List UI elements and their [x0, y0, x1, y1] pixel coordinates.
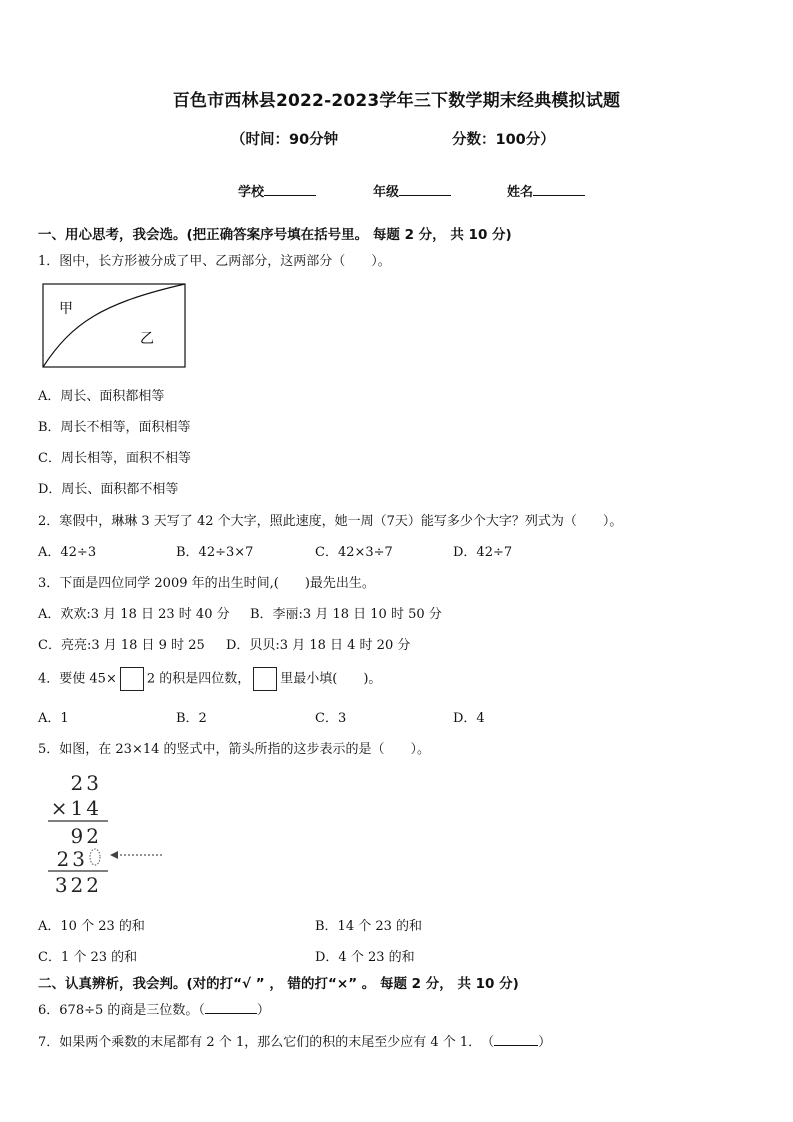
q4-option-c: C．3 — [315, 711, 347, 726]
q2-option-d: D．42÷7 — [453, 545, 513, 560]
arrow-head — [110, 851, 118, 859]
exam-time: （时间：90分钟 — [231, 132, 339, 148]
grade-label: 年级 — [373, 185, 400, 200]
q2-option-b: B．42÷3×7 — [176, 545, 254, 560]
section1-heading: 一、用心思考，我会选。(把正确答案序号填在括号里。 每题 2 分， 共 10 分) — [38, 227, 512, 243]
q1-option-a: A．周长、面积都相等 — [38, 389, 165, 404]
q7-end: ） — [538, 1035, 552, 1050]
q4-option-b: B．2 — [176, 711, 207, 726]
question-4 — [38, 667, 381, 691]
question-3: 3．下面是四位同学 2009 年的出生时间,( )最先出生。 — [38, 576, 375, 591]
calc-row-3: 92 — [70, 824, 102, 848]
question-1: 1．图中，长方形被分成了甲、乙两部分，这两部分（ ）。 — [38, 254, 391, 269]
name-blank — [533, 181, 585, 196]
q4-box-1 — [120, 667, 144, 691]
calc-row-2: ×14 — [50, 796, 102, 820]
q2-option-a: A．42÷3 — [38, 545, 97, 560]
q6-answer-blank — [205, 999, 257, 1014]
q3-option-d: D．贝贝:3 月 18 日 4 时 20 分 — [226, 638, 411, 653]
question-5: 5．如图，在 23×14 的竖式中，箭头所指的这步表示的是（ ）。 — [38, 742, 431, 757]
q5-option-a: A．10 个 23 的和 — [38, 919, 145, 934]
q7-text: 7．如果两个乘数的末尾都有 2 个 1，那么它们的积的末尾至少应有 4 个 1． （ — [38, 1035, 495, 1050]
q3-option-a: A．欢欢:3 月 18 日 23 时 40 分 — [38, 607, 230, 622]
q4-text-3: 里最小填( )。 — [280, 671, 382, 687]
dividing-curve — [43, 284, 185, 367]
school-field — [238, 181, 316, 200]
q6-end: ） — [256, 1003, 270, 1018]
grade-blank — [399, 181, 451, 196]
q4-option-d: D．4 — [453, 711, 485, 726]
section2-heading: 二、认真辨析，我会判。(对的打“√ ” ， 错的打“×” 。 每题 2 分， 共 10 分) — [38, 976, 519, 992]
name-label: 姓名 — [507, 185, 534, 200]
rectangle-outline — [43, 284, 185, 367]
q4-box-2 — [253, 667, 277, 691]
region-label-a: 甲 — [59, 301, 73, 317]
q1-option-b: B．周长不相等，面积相等 — [38, 420, 191, 435]
school-label: 学校 — [238, 185, 265, 200]
q4-text-2: 2 的积是四位数， — [146, 671, 251, 687]
school-blank — [264, 181, 316, 196]
calc-row-4: 23 — [56, 847, 88, 871]
exam-score: 分数：100分） — [452, 132, 555, 148]
rectangle-figure — [42, 283, 188, 369]
name-field — [507, 181, 585, 200]
q5-option-b: B．14 个 23 的和 — [315, 919, 423, 934]
question-2: 2．寒假中，琳琳 3 天写了 42 个大字，照此速度，她一周（7天）能写多少个大字？列式为（ ）。 — [38, 514, 623, 529]
q5-option-c: C．1 个 23 的和 — [38, 950, 138, 965]
q3-option-c: C．亮亮:3 月 18 日 9 时 25 — [38, 638, 205, 653]
vertical-multiplication-figure — [44, 768, 168, 898]
q1-option-c: C．周长相等，面积不相等 — [38, 451, 191, 466]
q4-text-1: 4．要使 45× — [38, 671, 117, 687]
exam-title: 百色市西林县2022-2023学年三下数学期末经典模拟试题 — [172, 91, 621, 111]
q7-answer-blank — [494, 1031, 538, 1046]
question-7 — [38, 1031, 551, 1050]
q5-option-d: D．4 个 23 的和 — [315, 950, 415, 965]
q1-option-d: D．周长、面积都不相等 — [38, 482, 179, 497]
placeholder-zero-circle — [90, 849, 100, 865]
region-label-b: 乙 — [140, 331, 154, 347]
q2-option-c: C．42×3÷7 — [315, 545, 393, 560]
calc-row-1: 23 — [70, 771, 102, 795]
question-6 — [38, 999, 270, 1018]
grade-field — [373, 181, 451, 200]
q3-option-b: B．李丽:3 月 18 日 10 时 50 分 — [250, 607, 442, 622]
calc-row-5: 322 — [54, 873, 102, 897]
q6-text: 6．678÷5 的商是三位数。（ — [38, 1003, 205, 1018]
q4-option-a: A．1 — [38, 711, 69, 726]
